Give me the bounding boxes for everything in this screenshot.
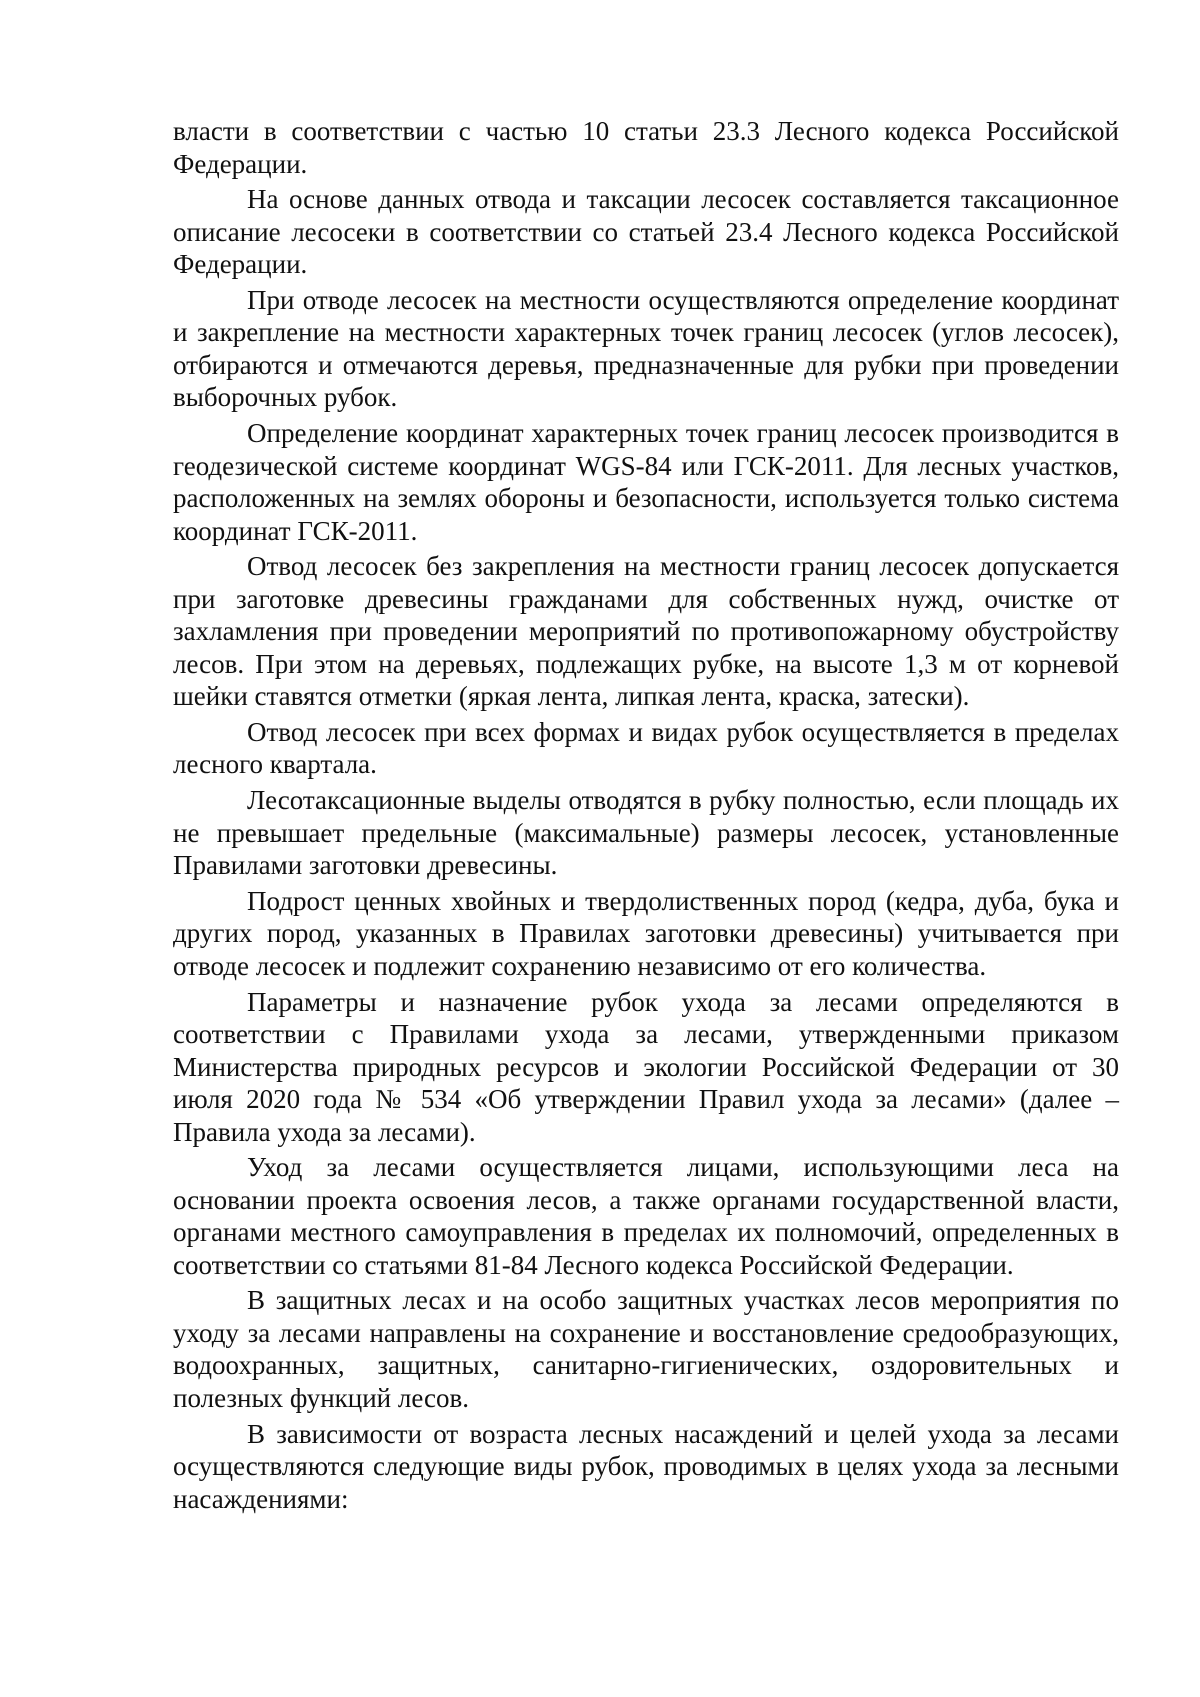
paragraph-10: Уход за лесами осуществляется лицами, использующими леса на основании проекта освоения лесов, а также органами государственной власти, органами местного самоуправления в пределах их полномочий, определенных в соответствии со статьями 81-84 Лесного кодекса Российской Федерации. — [173, 1152, 1119, 1280]
document-body — [173, 115, 1119, 1518]
paragraph-12: В зависимости от возраста лесных насаждений и целей ухода за лесами осуществляются следующие виды рубок, проводимых в целях ухода за лесными насаждениями: — [173, 1418, 1119, 1514]
paragraph-5: Отвод лесосек без закрепления на местности границ лесосек допускается при заготовке древесины гражданами для собственных нужд, очистке от захламления при проведении мероприятий по противопожарному обустройству лесов. При этом на деревьях, подлежащих рубке, на высоте 1,3 м от корневой шейки ставятся отметки (яркая лента, липкая лента, краска, затески). — [173, 551, 1119, 712]
paragraph-1: власти в соответствии с частью 10 статьи 23.3 Лесного кодекса Российской Федерации. — [173, 116, 1119, 179]
paragraph-8: Подрост ценных хвойных и твердолиственных пород (кедра, дуба, бука и других пород, указанных в Правилах заготовки древесины) учитывается при отводе лесосек и подлежит сохранению независимо от его количества. — [173, 885, 1119, 981]
paragraph-3: При отводе лесосек на местности осуществляются определение координат и закрепление на местности характерных точек границ лесосек (углов лесосек), отбираются и отмечаются деревья, предназначенные для рубки при проведении выборочных рубок. — [173, 284, 1119, 413]
paragraph-11: В защитных лесах и на особо защитных участках лесов мероприятия по уходу за лесами направлены на сохранение и восстановление средообразующих, водоохранных, защитных, санитарно-гигиенических, оздоровительных и полезных функций лесов. — [173, 1285, 1119, 1413]
paragraph-7: Лесотаксационные выделы отводятся в рубку полностью, если площадь их не превышает предельные (максимальные) размеры лесосек, установленные Правилами заготовки древесины. — [173, 785, 1119, 881]
paragraph-6: Отвод лесосек при всех формах и видах рубок осуществляется в пределах лесного квартала. — [173, 716, 1119, 780]
paragraph-4: Определение координат характерных точек границ лесосек производится в геодезической системе координат WGS-84 или ГСК-2011. Для лесных участков, расположенных на землях обороны и безопасности, используется только система координат ГСК-2011. — [173, 418, 1119, 546]
paragraph-9: Параметры и назначение рубок ухода за лесами определяются в соответствии с Правилами ухода за лесами, утвержденными приказом Министерства природных ресурсов и экологии Российской Федерации от 30 июля 2020 года № 534 «Об утверждении Правил ухода за лесами» (далее – Правила ухода за лесами). — [173, 986, 1119, 1147]
paragraph-2: На основе данных отвода и таксации лесосек составляется таксационное описание лесосеки в соответствии со статьей 23.4 Лесного кодекса Российской Федерации. — [173, 184, 1119, 280]
